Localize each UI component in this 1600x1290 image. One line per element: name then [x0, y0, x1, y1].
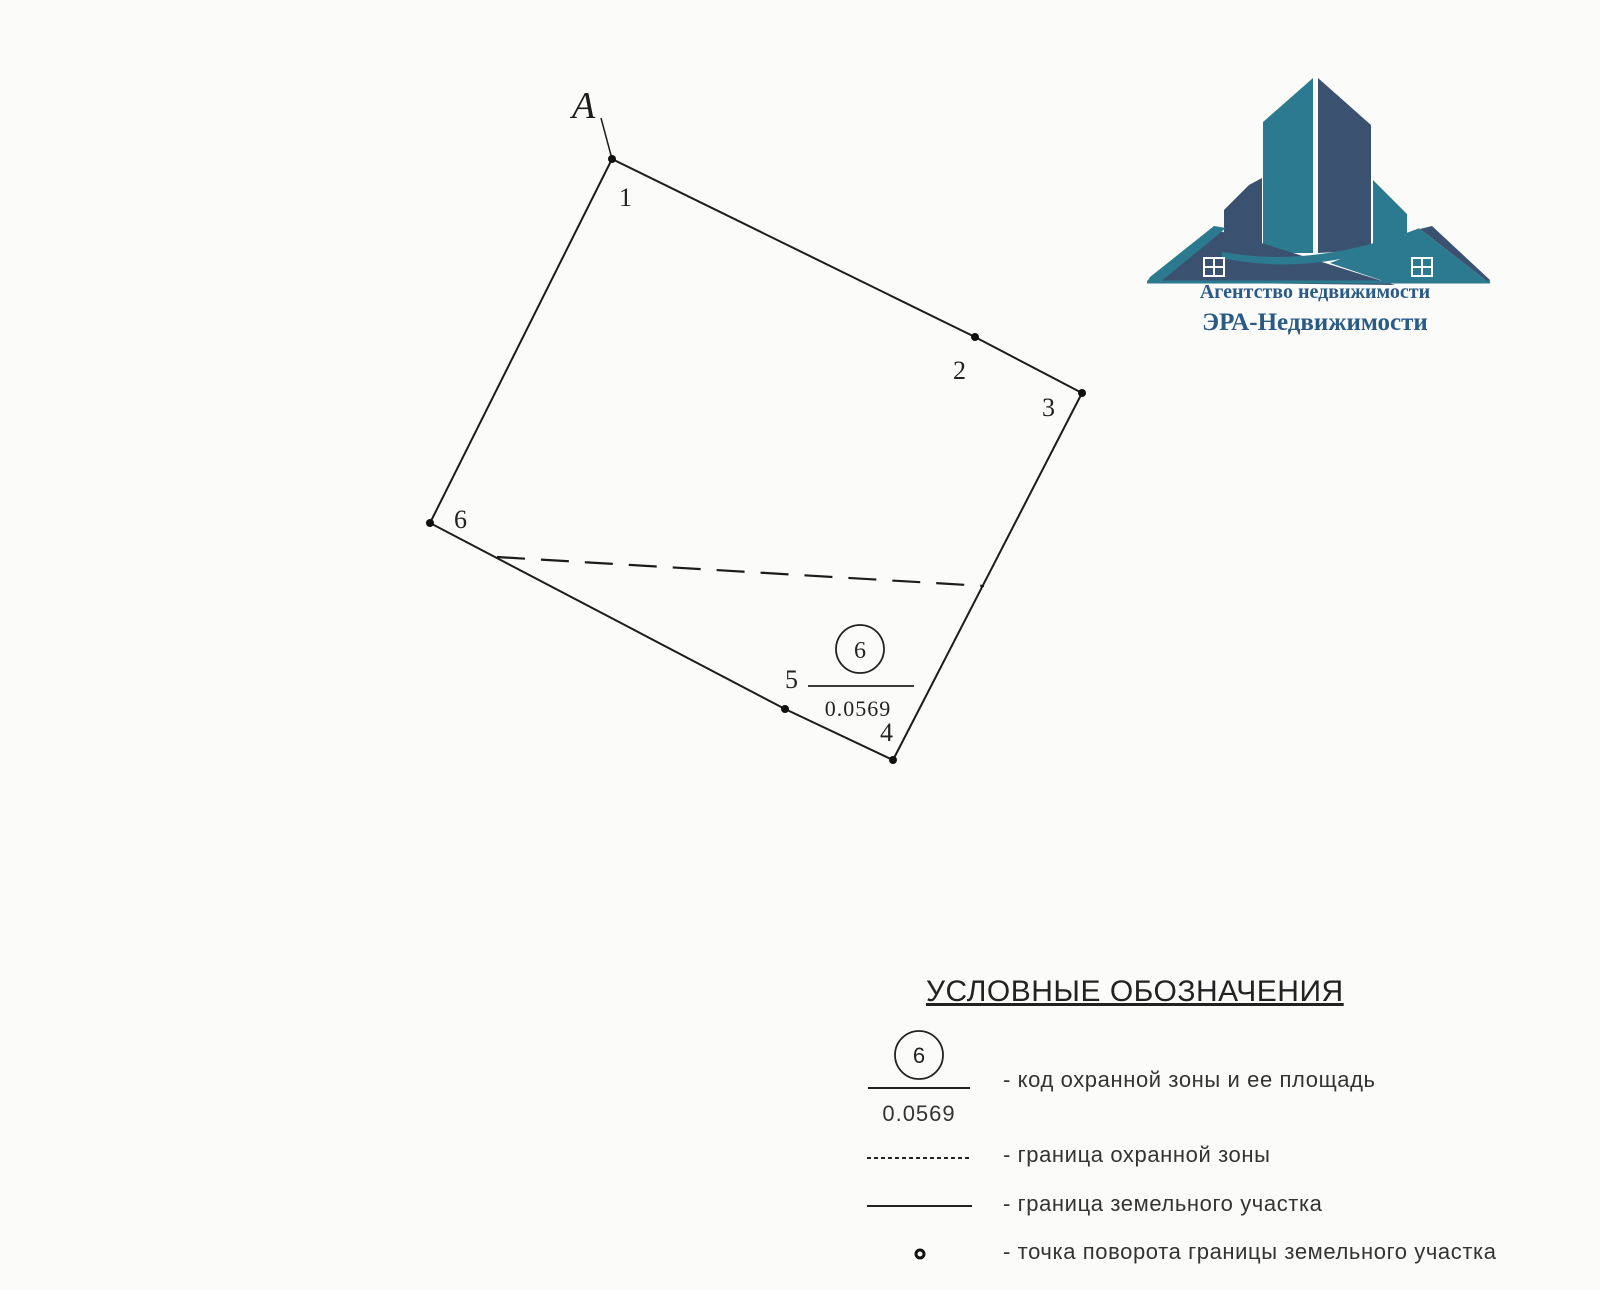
legend-item-parcel-boundary: - граница земельного участка	[1003, 1191, 1323, 1216]
agency-logo	[1147, 78, 1490, 285]
legend-title: УСЛОВНЫЕ ОБОЗНАЧЕНИЯ	[926, 975, 1344, 1008]
turning-point-4	[889, 756, 897, 764]
turning-point-3	[1078, 389, 1086, 397]
logo-tagline: Агентство недвижимости	[1199, 281, 1431, 303]
point-label-1: 1	[619, 183, 632, 212]
legend-zone-code: 6	[912, 1043, 926, 1068]
point-label-6: 6	[454, 505, 467, 534]
point-label-4: 4	[880, 718, 893, 747]
zone-area: 0.0569	[824, 696, 892, 721]
reference-label: A	[572, 85, 596, 127]
turning-point-2	[971, 333, 979, 341]
point-label-2: 2	[953, 356, 966, 385]
protection-zone-boundary	[497, 557, 984, 586]
turning-point-6	[426, 519, 434, 527]
point-label-3: 3	[1042, 393, 1055, 422]
reference-leader-line	[601, 118, 612, 159]
zone-code: 6	[854, 638, 866, 664]
point-label-5: 5	[785, 665, 798, 694]
legend-turning-point-dot	[916, 1250, 924, 1258]
legend-item-zone-boundary: - граница охранной зоны	[1003, 1142, 1271, 1167]
legend-zone-area: 0.0569	[882, 1101, 956, 1126]
legend-item-turning-point: - точка поворота границы земельного участка	[1003, 1239, 1497, 1264]
logo-brand-name: ЭРА-Недвижимости	[1202, 309, 1428, 336]
turning-point-5	[781, 705, 789, 713]
parcel-boundary	[430, 159, 1082, 760]
turning-point-1	[608, 155, 616, 163]
legend-item-zone-code: - код охранной зоны и ее площадь	[1003, 1067, 1376, 1092]
